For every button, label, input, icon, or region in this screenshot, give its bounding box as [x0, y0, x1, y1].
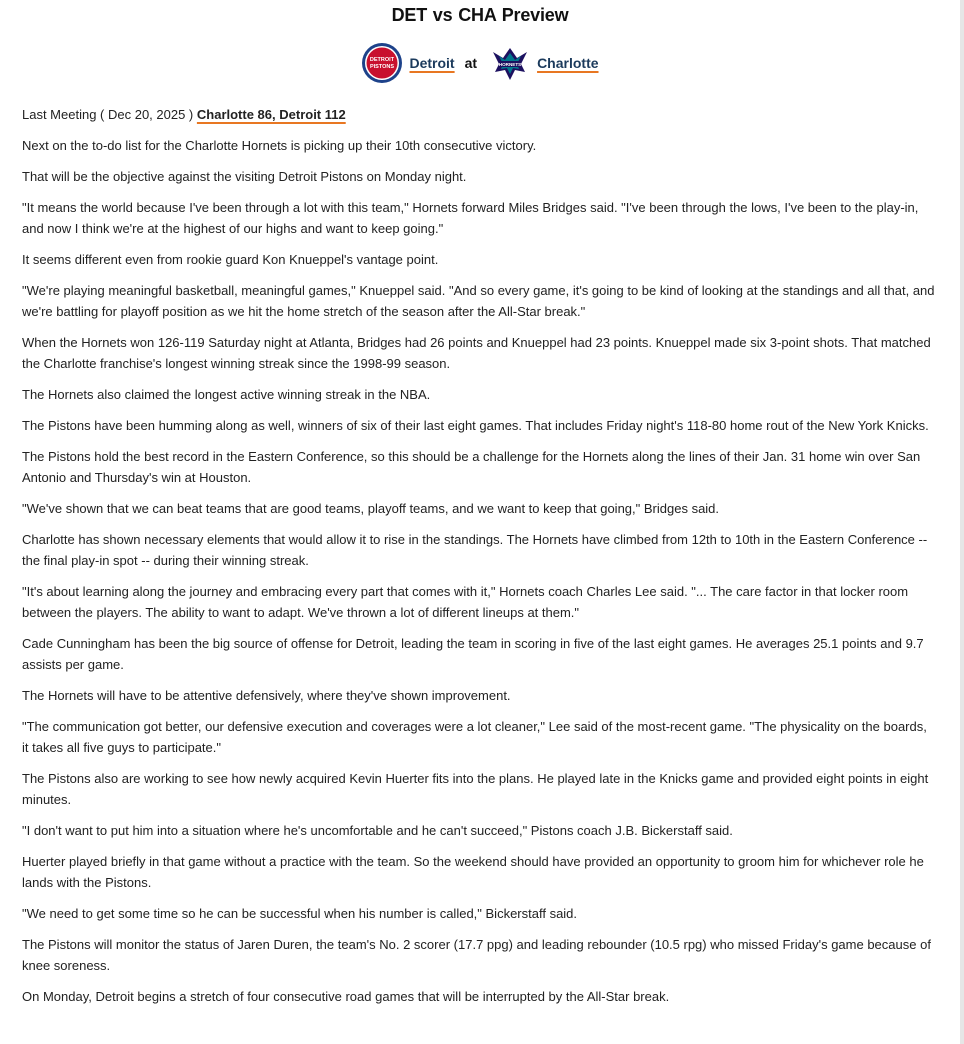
article-paragraph: The Hornets will have to be attentive defensively, where they've shown improvement. [22, 688, 511, 703]
article-paragraph: Cade Cunningham has been the big source of offense for Detroit, leading the team in scoring in five of the last eight games. He averages 25.1 points and 9.7 assists per game. [22, 636, 924, 672]
at-separator: at [464, 55, 478, 71]
article-paragraph: Next on the to-do list for the Charlotte Hornets is picking up their 10th consecutive victory. [22, 138, 537, 153]
svg-text:HORNETS: HORNETS [498, 62, 522, 67]
scrollbar-track[interactable] [960, 0, 964, 1044]
article-paragraph: Huerter played briefly in that game without a practice with the team. So the weekend should have provided an opportunity to groom him for whichever role he lands with the Pistons. [22, 854, 924, 890]
hornets-logo-icon [489, 42, 531, 84]
article-paragraph: The Pistons hold the best record in the Eastern Conference, so this should be a challenge for the Hornets along the lines of their Jan. 31 home win over San Antonio and Thursday's win at Houston. [22, 449, 921, 485]
article-paragraph: The Pistons have been humming along as well, winners of six of their last eight games. That includes Friday night's 118-80 home rout of the New York Knicks. [22, 418, 929, 433]
article-paragraph: On Monday, Detroit begins a stretch of four consecutive road games that will be interrupted by the All-Star break. [22, 989, 670, 1004]
article-paragraph: That will be the objective against the visiting Detroit Pistons on Monday night. [22, 169, 467, 184]
article-body [22, 104, 936, 1017]
article-paragraph: "It means the world because I've been through a lot with this team," Hornets forward Miles Bridges said. "I've been through the lows, I've been to the play-in, and now I think we're at the highest of our highs and want to keep going." [22, 200, 919, 236]
article-paragraph: "I don't want to put him into a situation where he's uncomfortable and he can't succeed," Pistons coach J.B. Bickerstaff said. [22, 823, 733, 838]
away-team-link[interactable]: Detroit [409, 55, 455, 71]
article-paragraph: The Hornets also claimed the longest active winning streak in the NBA. [22, 387, 431, 402]
article-paragraph: The Pistons will monitor the status of Jaren Duren, the team's No. 2 scorer (17.7 ppg) and leading rebounder (10.5 rpg) who missed Friday's game because of knee soreness. [22, 937, 931, 973]
article-paragraph: Charlotte has shown necessary elements that would allow it to rise in the standings. The Hornets have climbed from 12th to 10th in the Eastern Conference -- the final play-in spot -- during their winning streak. [22, 532, 928, 568]
article-paragraph: "We need to get some time so he can be successful when his number is called," Bickerstaff said. [22, 906, 578, 921]
svg-text:DETROIT: DETROIT [370, 57, 395, 63]
svg-text:PISTONS: PISTONS [370, 64, 395, 70]
page-title: DET vs CHA Preview [391, 5, 569, 25]
article-paragraph: The Pistons also are working to see how newly acquired Kevin Huerter fits into the plans. He played late in the Knicks game and provided eight points in eight minutes. [22, 771, 929, 807]
pistons-logo-icon [361, 42, 403, 84]
article-paragraph: "The communication got better, our defensive execution and coverages were a lot cleaner," Lee said of the most-recent game. "The physicality on the boards, it takes all five guys to participate." [22, 719, 927, 755]
home-team-link[interactable]: Charlotte [537, 55, 599, 71]
article-paragraph: "It's about learning along the journey and embracing every part that comes with it," Hornets coach Charles Lee said. "... The care factor in that locker room between the players. The ability to want to adapt. We've thrown a lot of different lineups at them." [22, 584, 909, 620]
last-meeting-label: Last Meeting ( Dec 20, 2025 ) [22, 107, 194, 122]
article-paragraph: When the Hornets won 126-119 Saturday night at Atlanta, Bridges had 26 points and Knueppel had 23 points. Knueppel made six 3-point shots. That matched the Charlotte franchise's longest winning streak since the 1998-99 season. [22, 335, 931, 371]
article-paragraph: It seems different even from rookie guard Kon Knueppel's vantage point. [22, 252, 439, 267]
matchup-bar [0, 40, 960, 86]
last-meeting-result-link[interactable]: Charlotte 86, Detroit 112 [196, 107, 346, 122]
last-meeting-line [22, 104, 936, 125]
article-paragraph: "We've shown that we can beat teams that are good teams, playoff teams, and we want to keep that going," Bridges said. [22, 501, 720, 516]
article-paragraph: "We're playing meaningful basketball, meaningful games," Knueppel said. "And so every game, it's going to be kind of looking at the standings and all that, and we're battling for playoff position as we hit the home stretch of the season after the All-Star break." [22, 283, 935, 319]
